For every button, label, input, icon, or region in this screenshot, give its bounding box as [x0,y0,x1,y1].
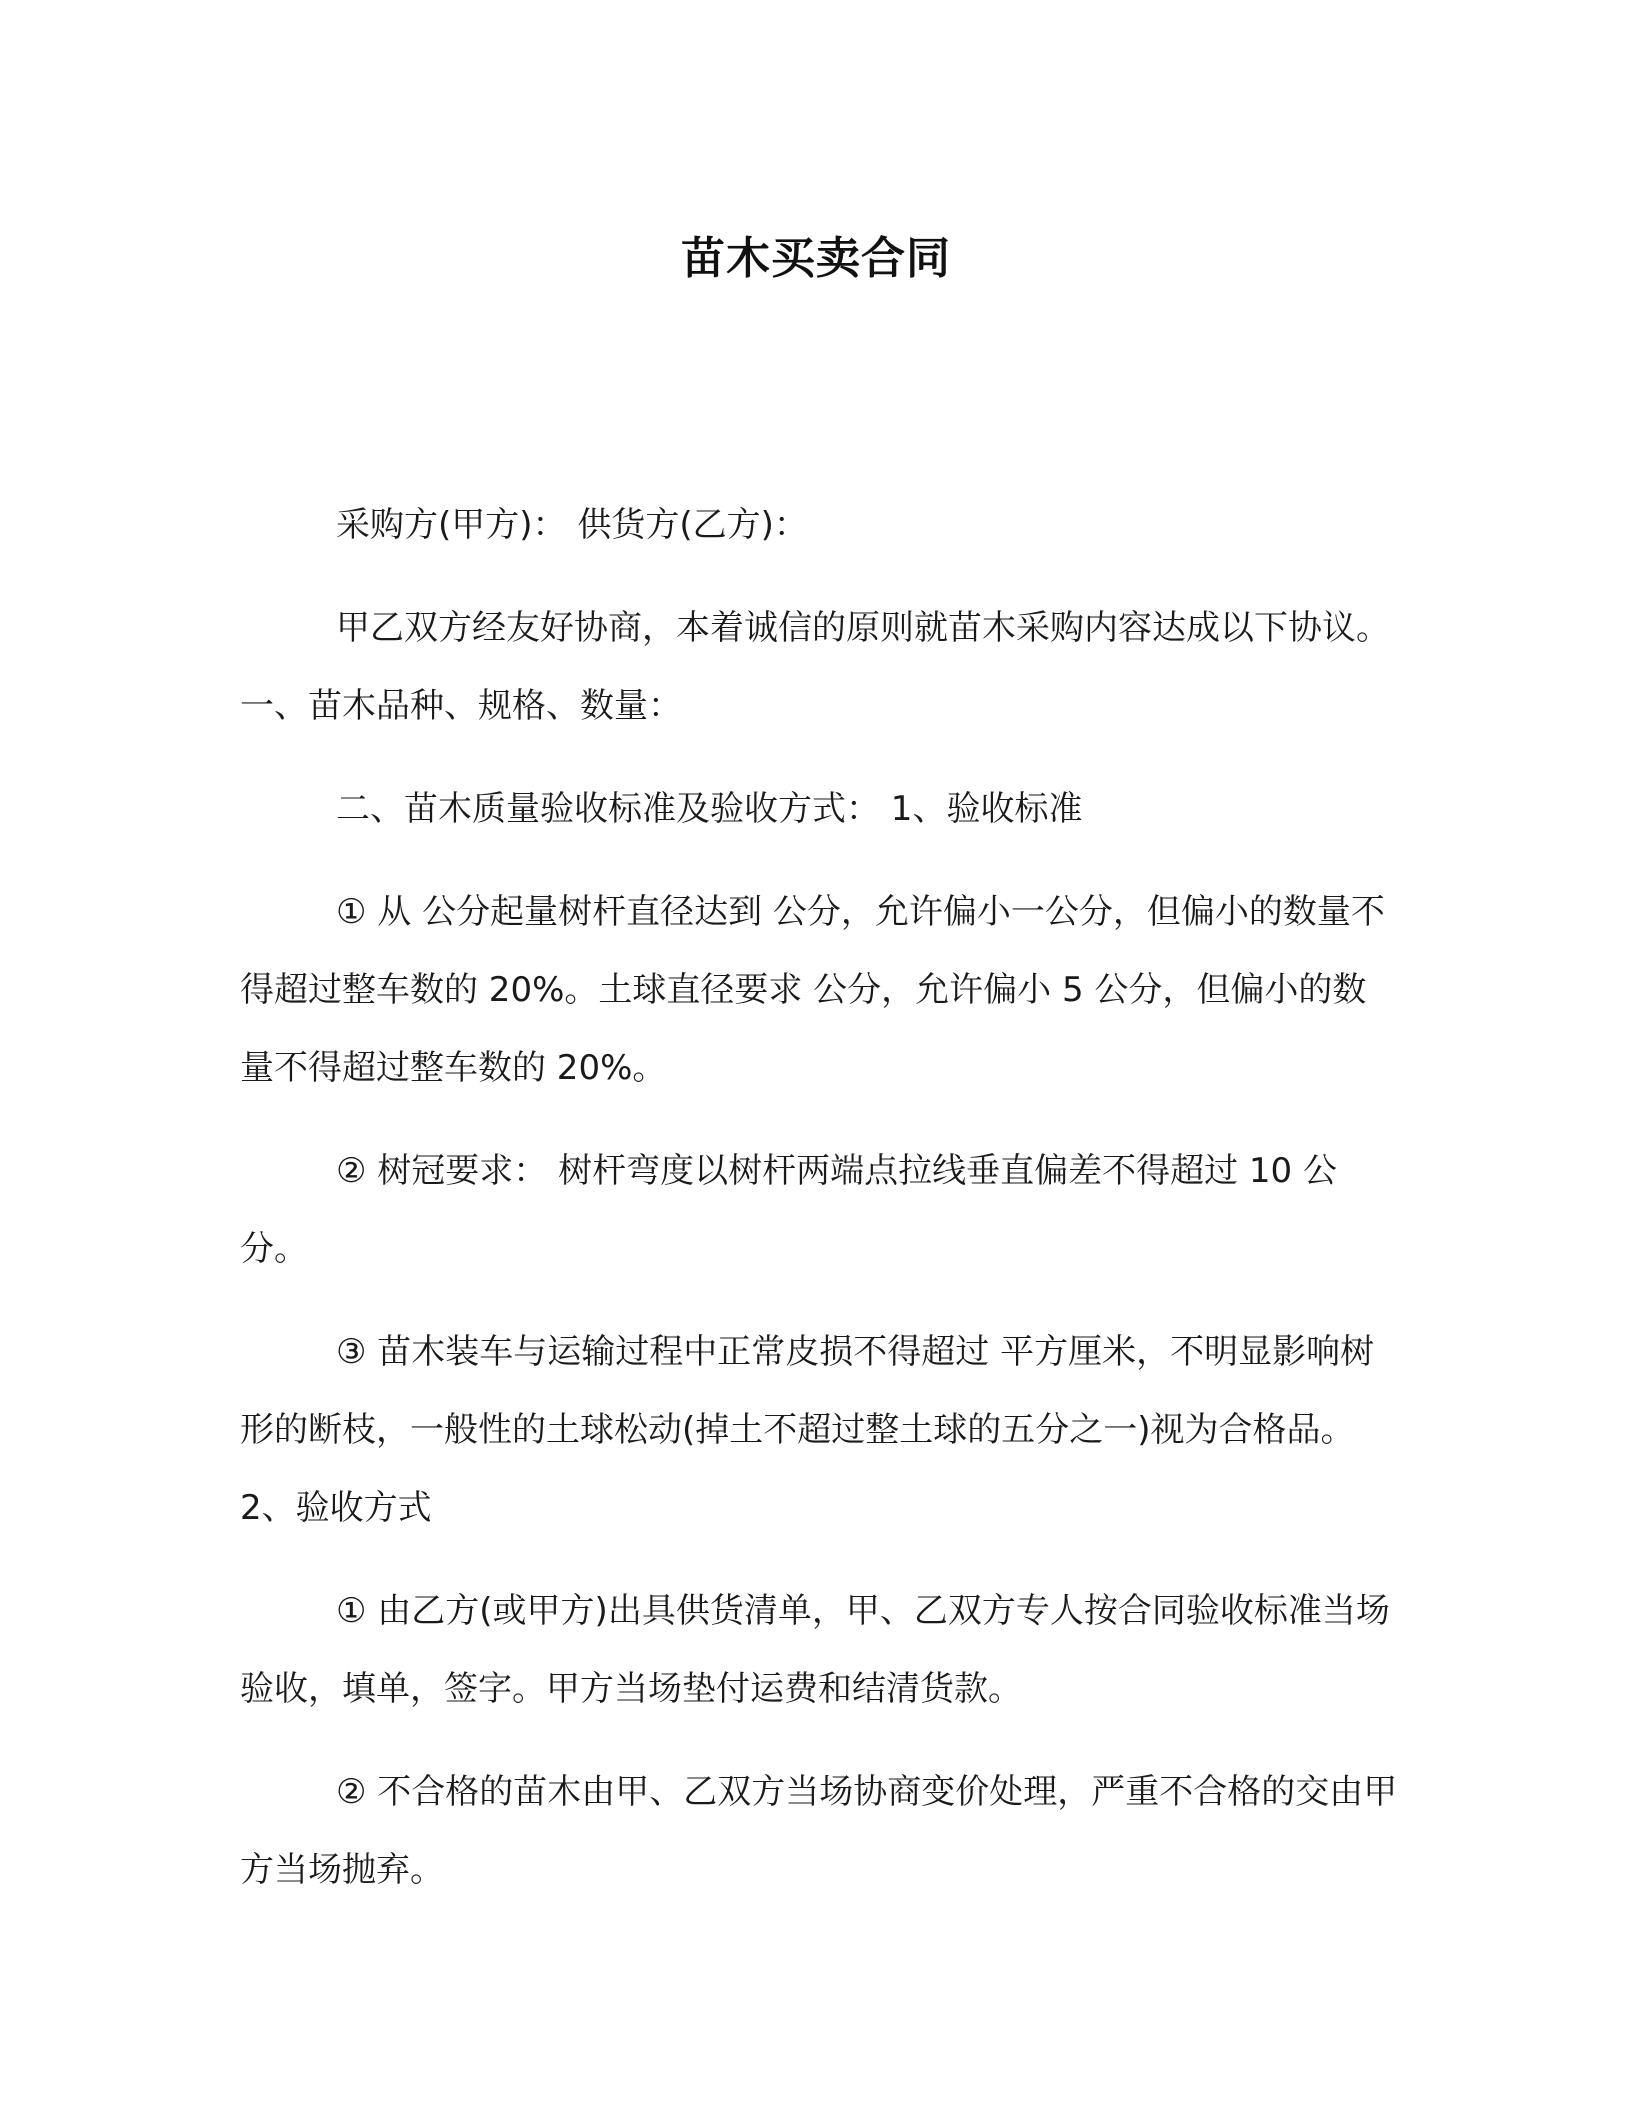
standard-item-2: ② 树冠要求： 树杆弯度以树杆两端点拉线垂直偏差不得超过 10 公分。 [240,1151,1337,1269]
parties-paragraph: 采购方(甲方)： 供货方(乙方)： [336,505,808,545]
section-two-heading: 二、苗木质量验收标准及验收方式： 1、验收标准 [336,789,1083,829]
agreement-intro-paragraph: 甲乙双方经友好协商，本着诚信的原则就苗木采购内容达成以下协议。 一、苗木品种、规格、数量： [240,608,1390,726]
method-item-2: ② 不合格的苗木由甲、乙双方当场协商变价处理，严重不合格的交由甲方当场抛弃。 [240,1772,1398,1890]
standard-item-3: ③ 苗木装车与运输过程中正常皮损不得超过 平方厘米，不明显影响树形的断枝，一般性的土球松动(掉土不超过整土球的五分之一)视为合格品。 2、验收方式 [240,1332,1375,1528]
document-title: 苗木买卖合同 [681,233,951,284]
document-body [240,486,1400,1934]
method-item-1: ① 由乙方(或甲方)出具供货清单，甲、乙双方专人按合同验收标准当场验收，填单，签字。甲方当场垫付运费和结清货款。 [240,1591,1390,1709]
standard-item-1: ① 从 公分起量树杆直径达到 公分，允许偏小一公分，但偏小的数量不得超过整车数的 20%。土球直径要求 公分，允许偏小 5 公分，但偏小的数量不得超过整车数的 20%。 [240,892,1385,1088]
